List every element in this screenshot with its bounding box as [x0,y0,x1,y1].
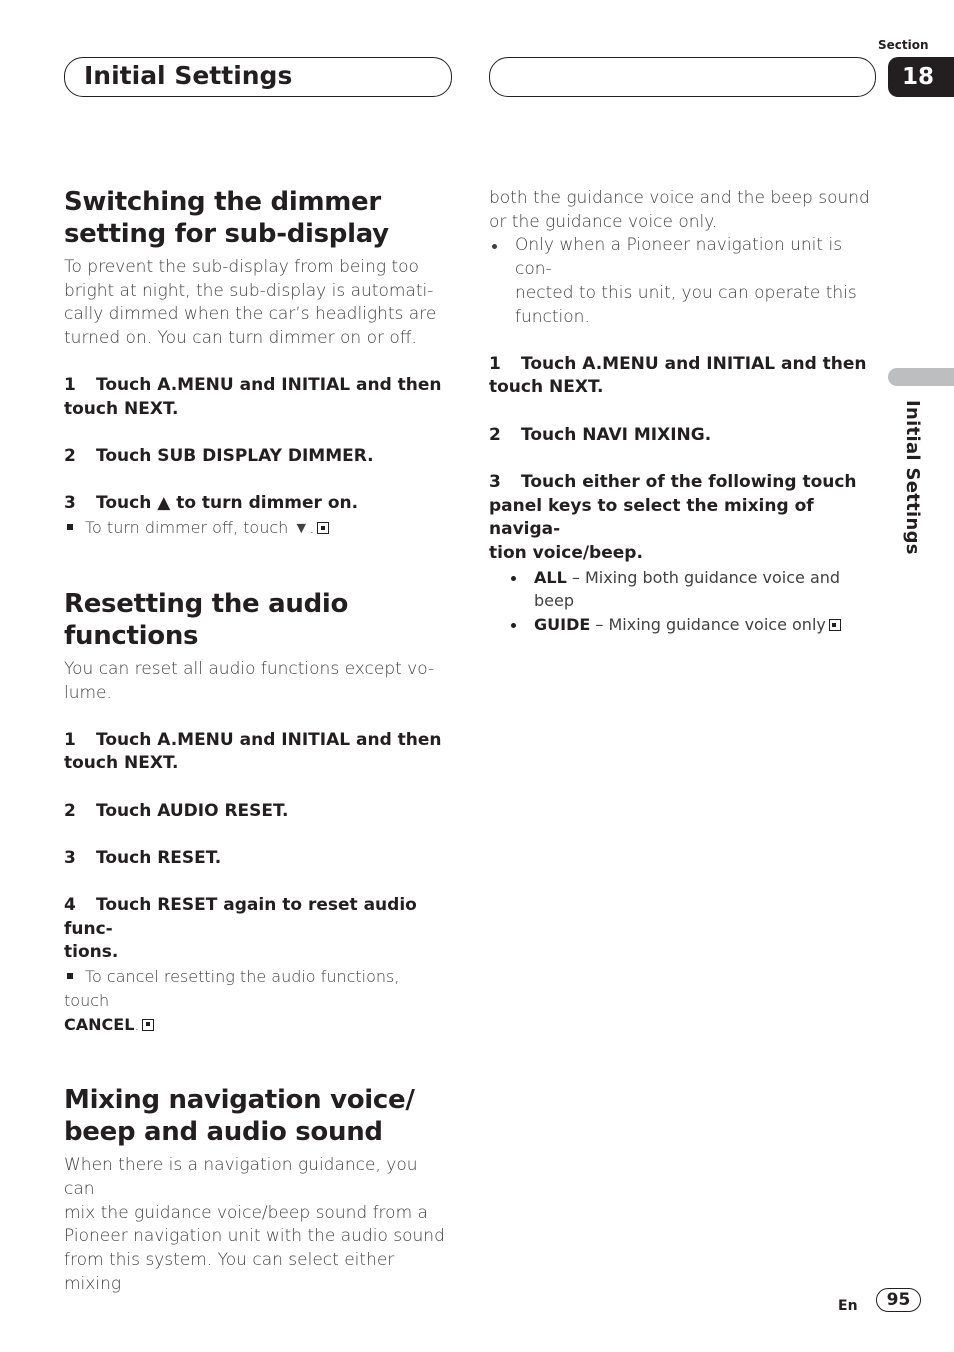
dimmer-heading [64,186,448,250]
note-key: CANCEL [64,1014,135,1034]
mixing-step-3 [489,471,879,566]
dimmer-section [64,186,448,540]
bullet-line: function. [515,306,590,327]
mixing-intro-line: both the guidance voice and the beep sound [489,188,870,208]
mixing-heading-line2: beep and audio sound [64,1117,383,1148]
option-key: ALL [534,567,567,587]
step-text: Touch RESET. [96,847,222,868]
step-number: 1 [64,375,76,396]
mixing-step-1 [489,353,879,400]
side-section-label: Initial Settings [902,400,923,555]
reset-intro-line: You can reset all audio functions except vo- [64,658,435,679]
dimmer-note [64,516,448,540]
step-text: Touch NAVI MIXING. [521,424,712,445]
step-text: Touch AUDIO RESET. [96,800,289,821]
mixing-bullet [489,234,879,329]
mixing-option-guide [489,613,879,637]
dimmer-step-2 [64,445,448,469]
left-column [64,186,448,1296]
note-square-icon [67,973,73,979]
mixing-section [64,1084,448,1296]
step-number: 3 [489,471,501,492]
option-desc: – Mixing both guidance voice and beep [534,567,841,611]
mixing-step-2 [489,424,879,448]
step-number: 3 [64,493,76,514]
step-number: 1 [489,353,501,374]
end-mark-icon [829,619,841,631]
reset-intro [64,658,448,705]
mixing-intro-line: or the guidance voice only. [489,211,718,232]
step-text: Touch RESET again to reset audio func- [64,895,417,939]
page-header-title: Initial Settings [84,61,293,90]
mixing-intro-continued [489,187,879,234]
step-text: Touch either of the following touch [521,471,857,492]
dimmer-heading-line1: Switching the dimmer [64,187,381,217]
mixing-intro [64,1154,448,1296]
dimmer-intro-line: bright at night, the sub-display is automati- [64,280,434,301]
side-thumb-tab [888,368,954,386]
header-blank-frame [489,57,876,97]
step-number: 2 [64,800,76,821]
reset-heading: Resetting the audio functions [64,588,349,651]
step-text: Touch A.MENU and INITIAL and then [96,375,442,396]
step-number: 3 [64,847,76,868]
step-number: 2 [489,424,501,445]
step-text: Touch ▲ to turn dimmer on. [96,493,359,514]
reset-step-2 [64,800,448,824]
dimmer-intro-line: cally dimmed when the car’s headlights are [64,304,437,325]
end-mark-icon [317,522,329,534]
mixing-heading-line1: Mixing navigation voice/ [64,1085,415,1116]
step-text: touch NEXT. [64,753,179,774]
dimmer-intro-line: turned on. You can turn dimmer on or off. [64,328,417,349]
footer-language: En [838,1298,858,1314]
dimmer-heading-line2: setting for sub-display [64,219,389,249]
reset-intro-line: lume. [64,682,112,703]
dimmer-step-1 [64,374,448,421]
note-text: To turn dimmer off, touch ▼. [85,518,315,538]
end-mark-icon [142,1019,154,1031]
reset-step-1 [64,729,448,776]
dimmer-intro-line: To prevent the sub-display from being too [64,257,419,277]
note-text: . [134,1014,140,1034]
section-label: Section [878,38,929,52]
right-column [489,187,879,637]
bullet-line: Only when a Pioneer navigation unit is con- [515,235,843,280]
step-text: touch NEXT. [489,377,604,398]
bullet-line: nected to this unit, you can operate this [515,282,857,303]
step-text: tion voice/beep. [489,542,643,563]
mixing-intro-line: mix the guidance voice/beep sound from a [64,1202,428,1223]
reset-step-4 [64,894,448,965]
mixing-heading [64,1084,448,1148]
option-key: GUIDE [534,615,591,635]
mixing-intro-line: Pioneer navigation unit with the audio sound [64,1226,445,1247]
dimmer-step-3 [64,492,448,516]
mixing-intro-line: from this system. You can select either mixing [64,1250,395,1294]
reset-section [64,588,448,1036]
note-text: To cancel resetting the audio functions, touch [64,967,400,1010]
step-text: Touch A.MENU and INITIAL and then [521,353,867,374]
dimmer-intro [64,256,448,351]
reset-step-3 [64,847,448,871]
mixing-intro-line: When there is a navigation guidance, you can [64,1155,418,1199]
option-desc: – Mixing guidance voice only [590,615,826,635]
step-number: 2 [64,446,76,467]
note-square-icon [67,524,73,530]
step-text: touch NEXT. [64,399,179,420]
step-text: tions. [64,942,119,963]
step-text: Touch A.MENU and INITIAL and then [96,729,442,750]
reset-note [64,965,448,1036]
step-number: 1 [64,729,76,750]
section-number-badge: 18 [888,57,954,97]
step-text: panel keys to select the mixing of naviga- [489,495,814,540]
step-text: Touch SUB DISPLAY DIMMER. [96,446,374,467]
step-number: 4 [64,895,76,916]
page-number: 95 [876,1288,921,1312]
mixing-option-all [489,566,879,613]
